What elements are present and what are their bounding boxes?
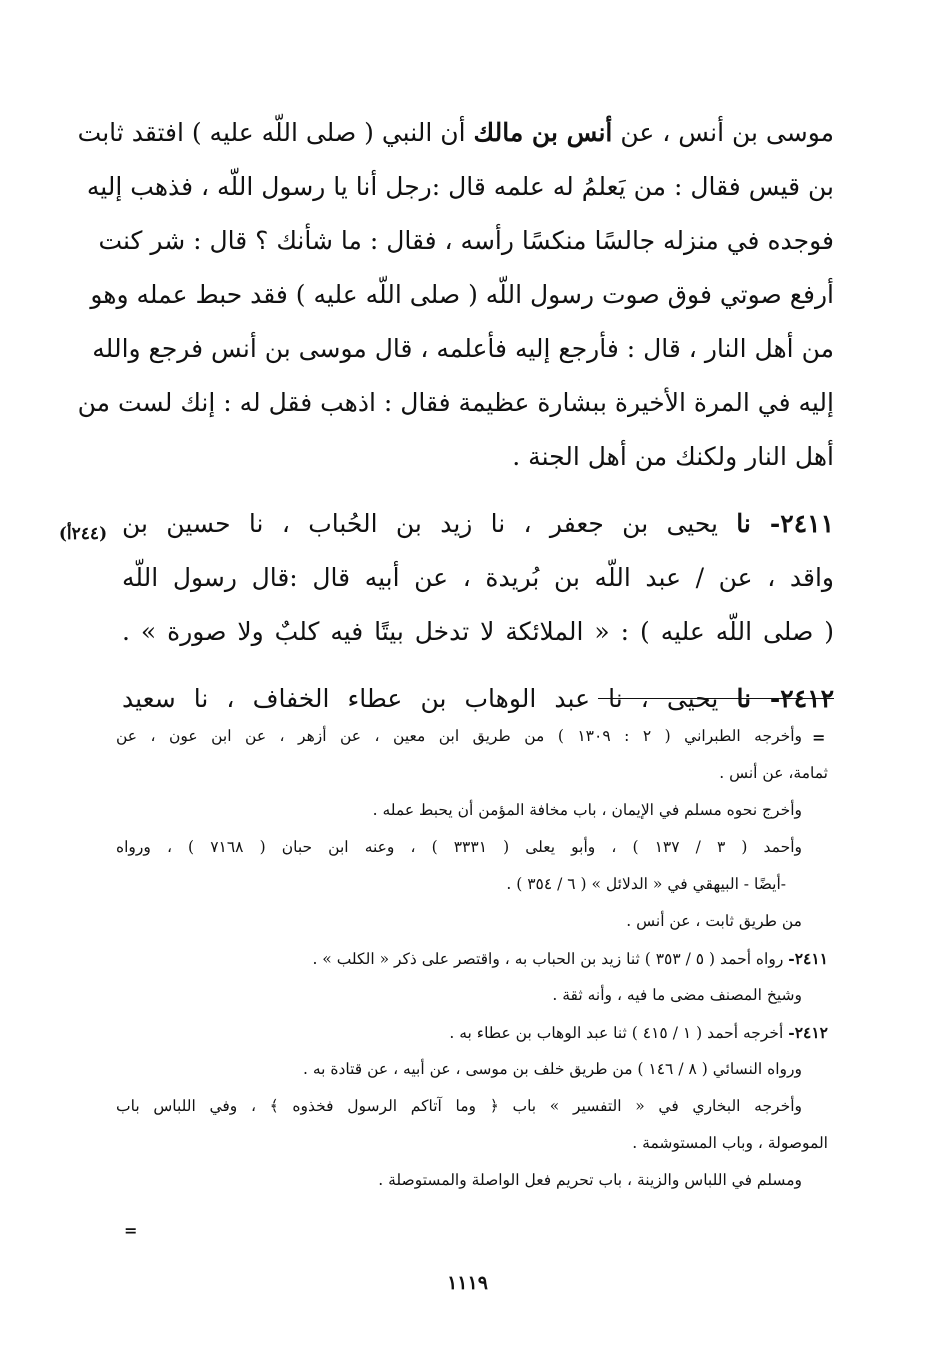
bold-span: ٢٤١١- نا <box>736 509 834 538</box>
text-span: من طريق ثابت ، عن أنس . <box>626 912 802 930</box>
footnote-line <box>116 755 828 792</box>
bold-span: ٢٤١٢- <box>788 1023 828 1042</box>
text-span: الموصولة ، وباب المستوشمة . <box>632 1134 828 1152</box>
text-span: وأخرجه البخاري في « التفسير » باب ﴿ وما آتاكم الرسول فخذوه ﴾ ، وفي اللباس باب <box>116 1097 802 1115</box>
text-line <box>98 214 834 268</box>
text-span: وأحمد ( ٣ / ١٣٧ ) ، وأبو يعلى ( ٣٣٣١ ) ، وعنه ابن حبان ( ٧١٦٨ ) ، ورواه <box>116 838 803 856</box>
text-span: يحيى بن جعفر ، نا زيد بن الحُباب ، نا حسين بن <box>122 509 737 538</box>
footnote-line <box>116 792 828 829</box>
footnote-line <box>116 940 828 977</box>
text-span: ورواه النسائي ( ٨ / ١٤٦ ) من طريق خلف بن موسى ، عن أبيه ، عن قتادة به . <box>302 1060 802 1078</box>
text-span: موسى بن أنس ، عن <box>612 118 834 147</box>
footnote-line <box>116 829 828 866</box>
footnote-line <box>116 718 828 755</box>
margin-manuscript-folio: (٢٤٤أ) <box>58 524 108 544</box>
text-line <box>86 160 834 214</box>
text-span: واقد ، عن / عبد اللّه بن بُريدة ، عن أبيه قال :قال رسول اللّه <box>122 563 834 592</box>
footnote-line <box>116 1051 828 1088</box>
footnote-line <box>116 866 828 903</box>
text-span: فوجده في منزله جالسًا منكسًا رأسه ، فقال : ما شأنك ؟ قال : شر كنت <box>98 226 834 255</box>
text-line <box>122 430 834 484</box>
text-span: إليه في المرة الأخيرة ببشارة عظيمة فقال : اذهب فقل له : إنك لست من <box>77 388 834 417</box>
text-span: أخرجه أحمد ( ١ / ٤١٥ ) ثنا عبد الوهاب بن عطاء به . <box>449 1024 789 1042</box>
footnote-line <box>116 1088 828 1125</box>
bold-span: أنس بن مالك <box>473 118 613 147</box>
footnote-continuation-mark-bottom: = <box>124 1221 138 1240</box>
text-line <box>122 551 834 605</box>
text-span: بن قيس فقال : من يَعلمُ له علمه قال :رجل أنا يا رسول اللّه ، فذهب إليه <box>86 172 834 201</box>
text-span: وأخرج نحوه مسلم في الإيمان ، باب مخافة المؤمن أن يحبط عمله . <box>372 801 802 819</box>
footnotes <box>116 718 828 1199</box>
text-line <box>122 605 834 659</box>
text-span: وأخرجه الطبراني ( ٢ : ١٣٠٩ ) من طريق ابن معين ، عن أزهر ، عن ابن عون ، عن <box>116 727 802 745</box>
text-line <box>122 497 834 551</box>
footnote-line <box>116 1014 828 1051</box>
footnote-line <box>116 1125 828 1162</box>
bold-span: ٢٤١١- <box>788 949 828 968</box>
text-span: ( صلى اللّه عليه ) : « الملائكة لا تدخل بيتًا فيه كلبٌ ولا صورة » . <box>122 617 834 646</box>
page-number: ١١١٩ <box>447 1272 488 1294</box>
text-line <box>92 322 834 376</box>
text-span: -أيضًا - البيهقي في « الدلائل » ( ٦ / ٣٥٤ ) . <box>506 875 786 893</box>
footnote-line <box>116 903 828 940</box>
footnote-separator <box>598 698 834 699</box>
text-span: وشيخ المصنف مضى ما فيه ، وأنه ثقة . <box>552 986 802 1004</box>
text-span: ومسلم في اللباس والزينة ، باب تحريم فعل الواصلة والمستوصلة . <box>378 1171 802 1189</box>
paragraph-gap <box>122 484 834 497</box>
text-span: أهل النار ولكنك من أهل الجنة . <box>512 442 834 471</box>
text-line <box>77 376 834 430</box>
text-span: أرفع صوتي فوق صوت رسول اللّه ( صلى اللّه عليه ) فقد حبط عمله وهو <box>90 280 834 309</box>
text-line <box>77 106 834 160</box>
footnote-line <box>116 1162 828 1199</box>
footnote-line <box>116 977 828 1014</box>
text-span: يحيى ، نا عبد الوهاب بن عطاء الخفاف ، نا سعيد <box>122 684 737 713</box>
text-span: من أهل النار ، قال : فأرجع إليه فأعلمه ، قال موسى بن أنس فرجع والله <box>92 334 834 363</box>
text-line <box>90 268 834 322</box>
bold-span: ٢٤١٢- نا <box>736 684 834 713</box>
paragraph-gap <box>122 659 834 672</box>
text-span: ثمامة، عن أنس . <box>719 764 828 782</box>
text-span: رواه أحمد ( ٥ / ٣٥٣ ) ثنا زيد بن الحباب به ، واقتصر على ذكر « الكلب » . <box>312 950 789 968</box>
text-span: أن النبي ( صلى اللّه عليه ) افتقد ثابت <box>77 118 474 147</box>
footnote-continuation-mark-top: = <box>812 728 826 747</box>
